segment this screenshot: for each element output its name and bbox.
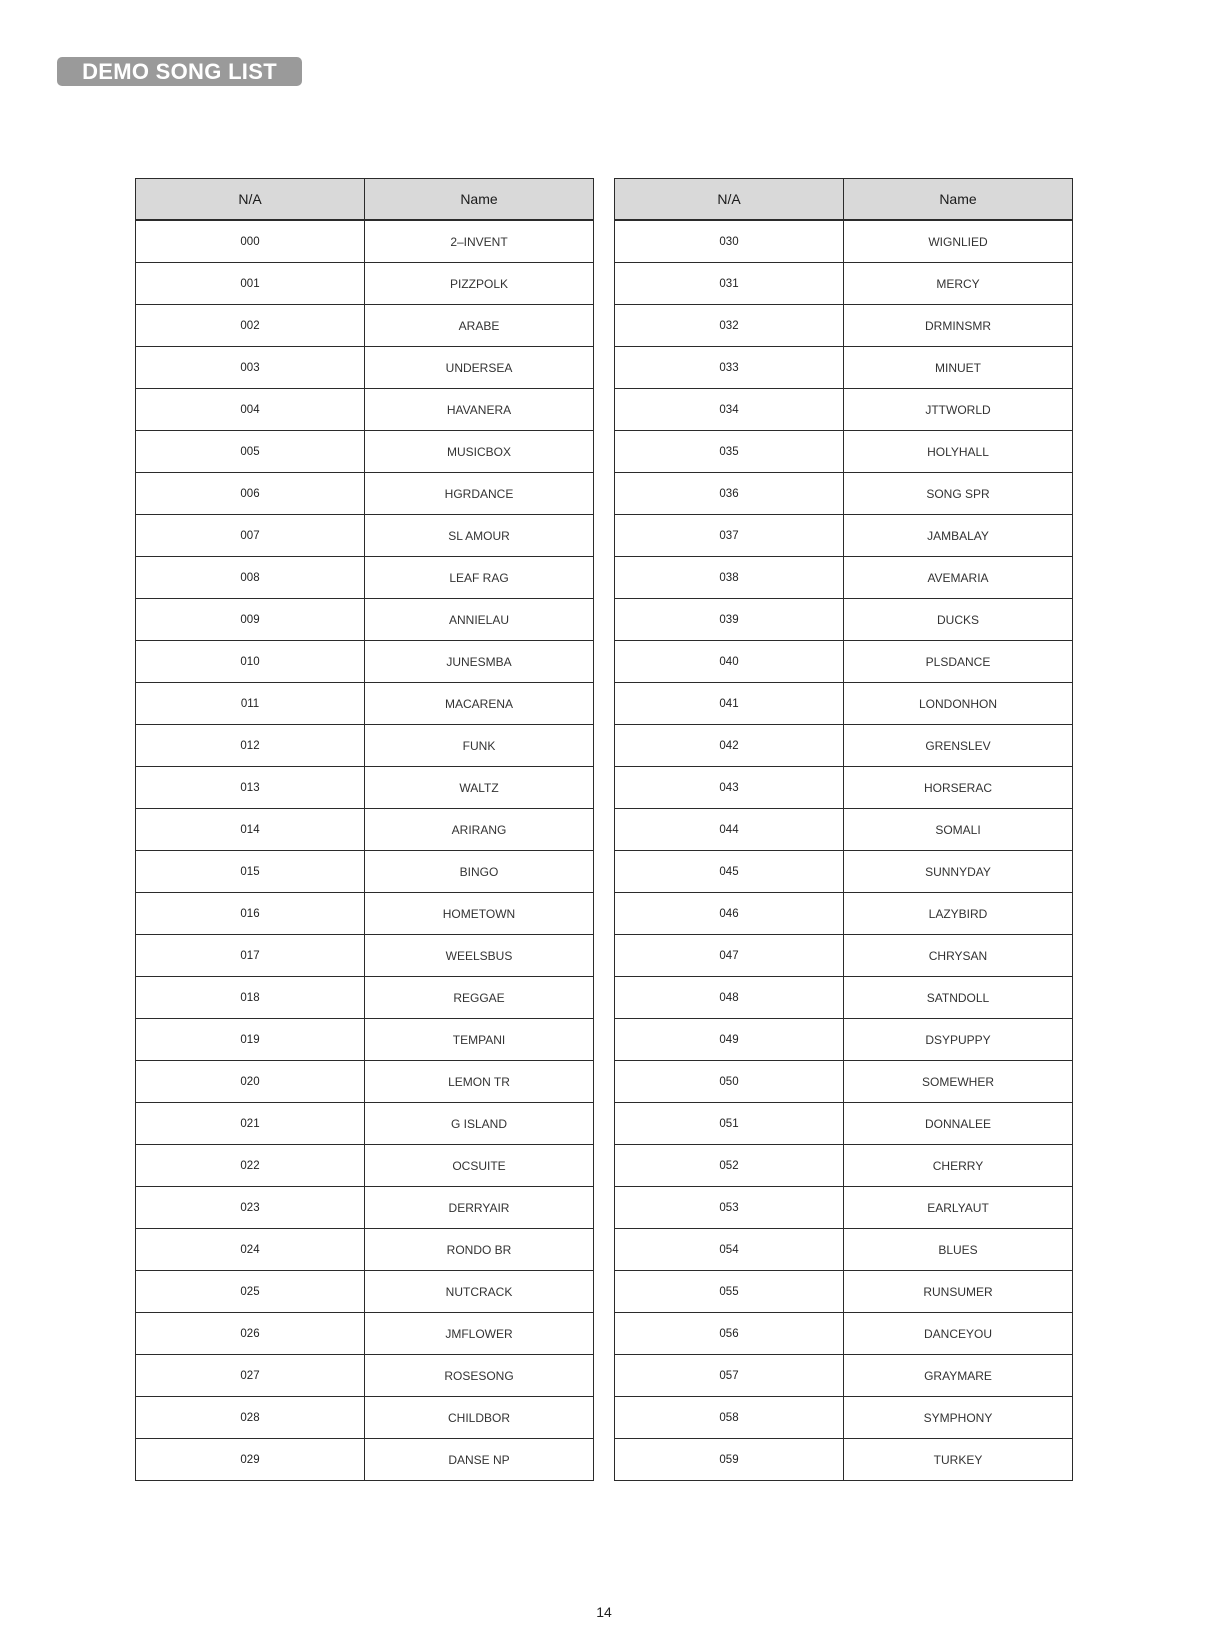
song-name-cell: OCSUITE <box>365 1145 594 1187</box>
song-number-cell: 001 <box>136 263 365 305</box>
song-number-cell: 009 <box>136 599 365 641</box>
table-row <box>136 263 594 305</box>
song-name-cell: PIZZPOLK <box>365 263 594 305</box>
song-name-cell: JAMBALAY <box>844 515 1073 557</box>
song-name-cell: AVEMARIA <box>844 557 1073 599</box>
table-row <box>136 220 594 263</box>
song-number-cell: 051 <box>615 1103 844 1145</box>
table-row <box>615 473 1073 515</box>
table-row <box>615 557 1073 599</box>
song-name-cell: ROSESONG <box>365 1355 594 1397</box>
table-row <box>136 641 594 683</box>
song-number-cell: 003 <box>136 347 365 389</box>
song-name-cell: RONDO BR <box>365 1229 594 1271</box>
song-name-cell: LONDONHON <box>844 683 1073 725</box>
song-number-cell: 010 <box>136 641 365 683</box>
song-number-cell: 008 <box>136 557 365 599</box>
song-number-cell: 014 <box>136 809 365 851</box>
song-number-cell: 016 <box>136 893 365 935</box>
song-number-cell: 005 <box>136 431 365 473</box>
song-number-cell: 043 <box>615 767 844 809</box>
table-row <box>136 1397 594 1439</box>
table-row <box>615 851 1073 893</box>
song-name-cell: HORSERAC <box>844 767 1073 809</box>
song-number-cell: 048 <box>615 977 844 1019</box>
table-row <box>136 725 594 767</box>
song-number-cell: 023 <box>136 1187 365 1229</box>
table-row <box>136 1313 594 1355</box>
song-number-cell: 030 <box>615 220 844 263</box>
song-number-cell: 058 <box>615 1397 844 1439</box>
page-number: 14 <box>596 1604 612 1620</box>
table-row <box>136 851 594 893</box>
song-number-cell: 011 <box>136 683 365 725</box>
song-number-cell: 022 <box>136 1145 365 1187</box>
table-row <box>615 809 1073 851</box>
table-header-row <box>136 179 594 221</box>
table-row <box>136 767 594 809</box>
demo-song-table-left <box>135 178 594 1481</box>
song-name-cell: JTTWORLD <box>844 389 1073 431</box>
song-name-cell: SOMALI <box>844 809 1073 851</box>
table-row <box>136 1271 594 1313</box>
table-row <box>615 977 1073 1019</box>
table-row <box>615 515 1073 557</box>
table-row <box>615 263 1073 305</box>
table-row <box>615 347 1073 389</box>
table-row <box>136 977 594 1019</box>
song-name-cell: SYMPHONY <box>844 1397 1073 1439</box>
song-name-cell: SUNNYDAY <box>844 851 1073 893</box>
table-body <box>615 220 1073 1481</box>
table-row <box>615 1397 1073 1439</box>
song-name-cell: MERCY <box>844 263 1073 305</box>
table-row <box>136 1187 594 1229</box>
song-name-cell: DRMINSMR <box>844 305 1073 347</box>
song-name-cell: REGGAE <box>365 977 594 1019</box>
song-name-cell: SOMEWHER <box>844 1061 1073 1103</box>
song-name-cell: G ISLAND <box>365 1103 594 1145</box>
song-number-cell: 000 <box>136 220 365 263</box>
song-name-cell: TURKEY <box>844 1439 1073 1481</box>
song-name-cell: WIGNLIED <box>844 220 1073 263</box>
song-name-cell: MINUET <box>844 347 1073 389</box>
song-name-cell: ANNIELAU <box>365 599 594 641</box>
table-row <box>615 305 1073 347</box>
song-name-cell: BINGO <box>365 851 594 893</box>
song-name-cell: HAVANERA <box>365 389 594 431</box>
song-number-cell: 028 <box>136 1397 365 1439</box>
song-number-cell: 032 <box>615 305 844 347</box>
song-number-cell: 045 <box>615 851 844 893</box>
song-number-cell: 017 <box>136 935 365 977</box>
table-row <box>615 767 1073 809</box>
song-name-cell: SONG SPR <box>844 473 1073 515</box>
song-number-cell: 049 <box>615 1019 844 1061</box>
song-name-cell: BLUES <box>844 1229 1073 1271</box>
table-row <box>136 1439 594 1481</box>
song-number-cell: 024 <box>136 1229 365 1271</box>
song-name-cell: JUNESMBA <box>365 641 594 683</box>
song-name-cell: TEMPANI <box>365 1019 594 1061</box>
song-name-cell: ARABE <box>365 305 594 347</box>
song-name-cell: HOLYHALL <box>844 431 1073 473</box>
song-number-cell: 038 <box>615 557 844 599</box>
song-number-cell: 006 <box>136 473 365 515</box>
song-name-cell: DSYPUPPY <box>844 1019 1073 1061</box>
song-number-cell: 041 <box>615 683 844 725</box>
song-number-cell: 015 <box>136 851 365 893</box>
table-row <box>615 599 1073 641</box>
song-number-cell: 012 <box>136 725 365 767</box>
song-name-cell: RUNSUMER <box>844 1271 1073 1313</box>
table-row <box>136 935 594 977</box>
song-number-cell: 031 <box>615 263 844 305</box>
table-row <box>615 1313 1073 1355</box>
song-number-cell: 019 <box>136 1019 365 1061</box>
table-row <box>615 1145 1073 1187</box>
song-name-cell: ARIRANG <box>365 809 594 851</box>
song-name-cell: WEELSBUS <box>365 935 594 977</box>
song-number-cell: 021 <box>136 1103 365 1145</box>
table-row <box>136 599 594 641</box>
song-name-cell: LEMON TR <box>365 1061 594 1103</box>
table-row <box>615 1229 1073 1271</box>
song-name-cell: PLSDANCE <box>844 641 1073 683</box>
table-row <box>136 347 594 389</box>
song-number-cell: 027 <box>136 1355 365 1397</box>
song-name-cell: GRAYMARE <box>844 1355 1073 1397</box>
song-name-cell: FUNK <box>365 725 594 767</box>
song-number-cell: 044 <box>615 809 844 851</box>
song-number-cell: 055 <box>615 1271 844 1313</box>
table-body <box>136 220 594 1481</box>
table-row <box>615 389 1073 431</box>
table-row <box>136 683 594 725</box>
song-name-cell: LAZYBIRD <box>844 893 1073 935</box>
table-row <box>136 389 594 431</box>
table-row <box>615 935 1073 977</box>
song-number-cell: 059 <box>615 1439 844 1481</box>
song-number-cell: 040 <box>615 641 844 683</box>
table-row <box>136 1061 594 1103</box>
table-row <box>136 1019 594 1061</box>
song-name-cell: SL AMOUR <box>365 515 594 557</box>
table-row <box>615 220 1073 263</box>
song-name-cell: UNDERSEA <box>365 347 594 389</box>
song-name-cell: HOMETOWN <box>365 893 594 935</box>
song-name-cell: GRENSLEV <box>844 725 1073 767</box>
song-name-cell: CHILDBOR <box>365 1397 594 1439</box>
song-number-cell: 052 <box>615 1145 844 1187</box>
table-row <box>615 1439 1073 1481</box>
song-number-cell: 020 <box>136 1061 365 1103</box>
table-row <box>615 1355 1073 1397</box>
table-header-row <box>615 179 1073 221</box>
column-header-name: Name <box>365 179 594 221</box>
song-number-cell: 047 <box>615 935 844 977</box>
song-number-cell: 033 <box>615 347 844 389</box>
song-name-cell: DUCKS <box>844 599 1073 641</box>
song-number-cell: 002 <box>136 305 365 347</box>
song-name-cell: WALTZ <box>365 767 594 809</box>
table-row <box>136 305 594 347</box>
song-number-cell: 053 <box>615 1187 844 1229</box>
song-number-cell: 035 <box>615 431 844 473</box>
song-number-cell: 018 <box>136 977 365 1019</box>
table-row <box>136 515 594 557</box>
song-name-cell: EARLYAUT <box>844 1187 1073 1229</box>
table-row <box>615 1187 1073 1229</box>
table-row <box>615 683 1073 725</box>
table-row <box>136 1103 594 1145</box>
song-name-cell: JMFLOWER <box>365 1313 594 1355</box>
song-name-cell: DANCEYOU <box>844 1313 1073 1355</box>
table-row <box>615 1061 1073 1103</box>
song-number-cell: 054 <box>615 1229 844 1271</box>
song-number-cell: 036 <box>615 473 844 515</box>
table-row <box>615 1271 1073 1313</box>
song-name-cell: DERRYAIR <box>365 1187 594 1229</box>
song-name-cell: 2–INVENT <box>365 220 594 263</box>
song-name-cell: SATNDOLL <box>844 977 1073 1019</box>
table-row <box>615 641 1073 683</box>
song-number-cell: 057 <box>615 1355 844 1397</box>
table-row <box>615 1019 1073 1061</box>
song-name-cell: CHERRY <box>844 1145 1073 1187</box>
song-number-cell: 034 <box>615 389 844 431</box>
song-name-cell: MUSICBOX <box>365 431 594 473</box>
section-title-banner: DEMO SONG LIST <box>57 57 302 86</box>
table-row <box>136 1355 594 1397</box>
table-row <box>136 557 594 599</box>
song-name-cell: MACARENA <box>365 683 594 725</box>
song-number-cell: 050 <box>615 1061 844 1103</box>
song-name-cell: LEAF RAG <box>365 557 594 599</box>
table-row <box>136 893 594 935</box>
song-name-cell: NUTCRACK <box>365 1271 594 1313</box>
song-name-cell: DANSE NP <box>365 1439 594 1481</box>
column-header-name: Name <box>844 179 1073 221</box>
column-header-number: N/A <box>136 179 365 221</box>
table-row <box>615 1103 1073 1145</box>
song-number-cell: 013 <box>136 767 365 809</box>
song-number-cell: 029 <box>136 1439 365 1481</box>
table-row <box>136 809 594 851</box>
column-header-number: N/A <box>615 179 844 221</box>
demo-song-table-right <box>614 178 1073 1481</box>
song-name-cell: DONNALEE <box>844 1103 1073 1145</box>
table-row <box>615 725 1073 767</box>
song-number-cell: 037 <box>615 515 844 557</box>
song-name-cell: HGRDANCE <box>365 473 594 515</box>
song-number-cell: 039 <box>615 599 844 641</box>
song-name-cell: CHRYSAN <box>844 935 1073 977</box>
song-number-cell: 004 <box>136 389 365 431</box>
table-row <box>136 431 594 473</box>
song-number-cell: 025 <box>136 1271 365 1313</box>
table-row <box>136 1229 594 1271</box>
song-number-cell: 046 <box>615 893 844 935</box>
table-row <box>136 1145 594 1187</box>
song-number-cell: 056 <box>615 1313 844 1355</box>
table-row <box>136 473 594 515</box>
table-row <box>615 431 1073 473</box>
song-number-cell: 042 <box>615 725 844 767</box>
song-number-cell: 007 <box>136 515 365 557</box>
table-row <box>615 893 1073 935</box>
song-number-cell: 026 <box>136 1313 365 1355</box>
